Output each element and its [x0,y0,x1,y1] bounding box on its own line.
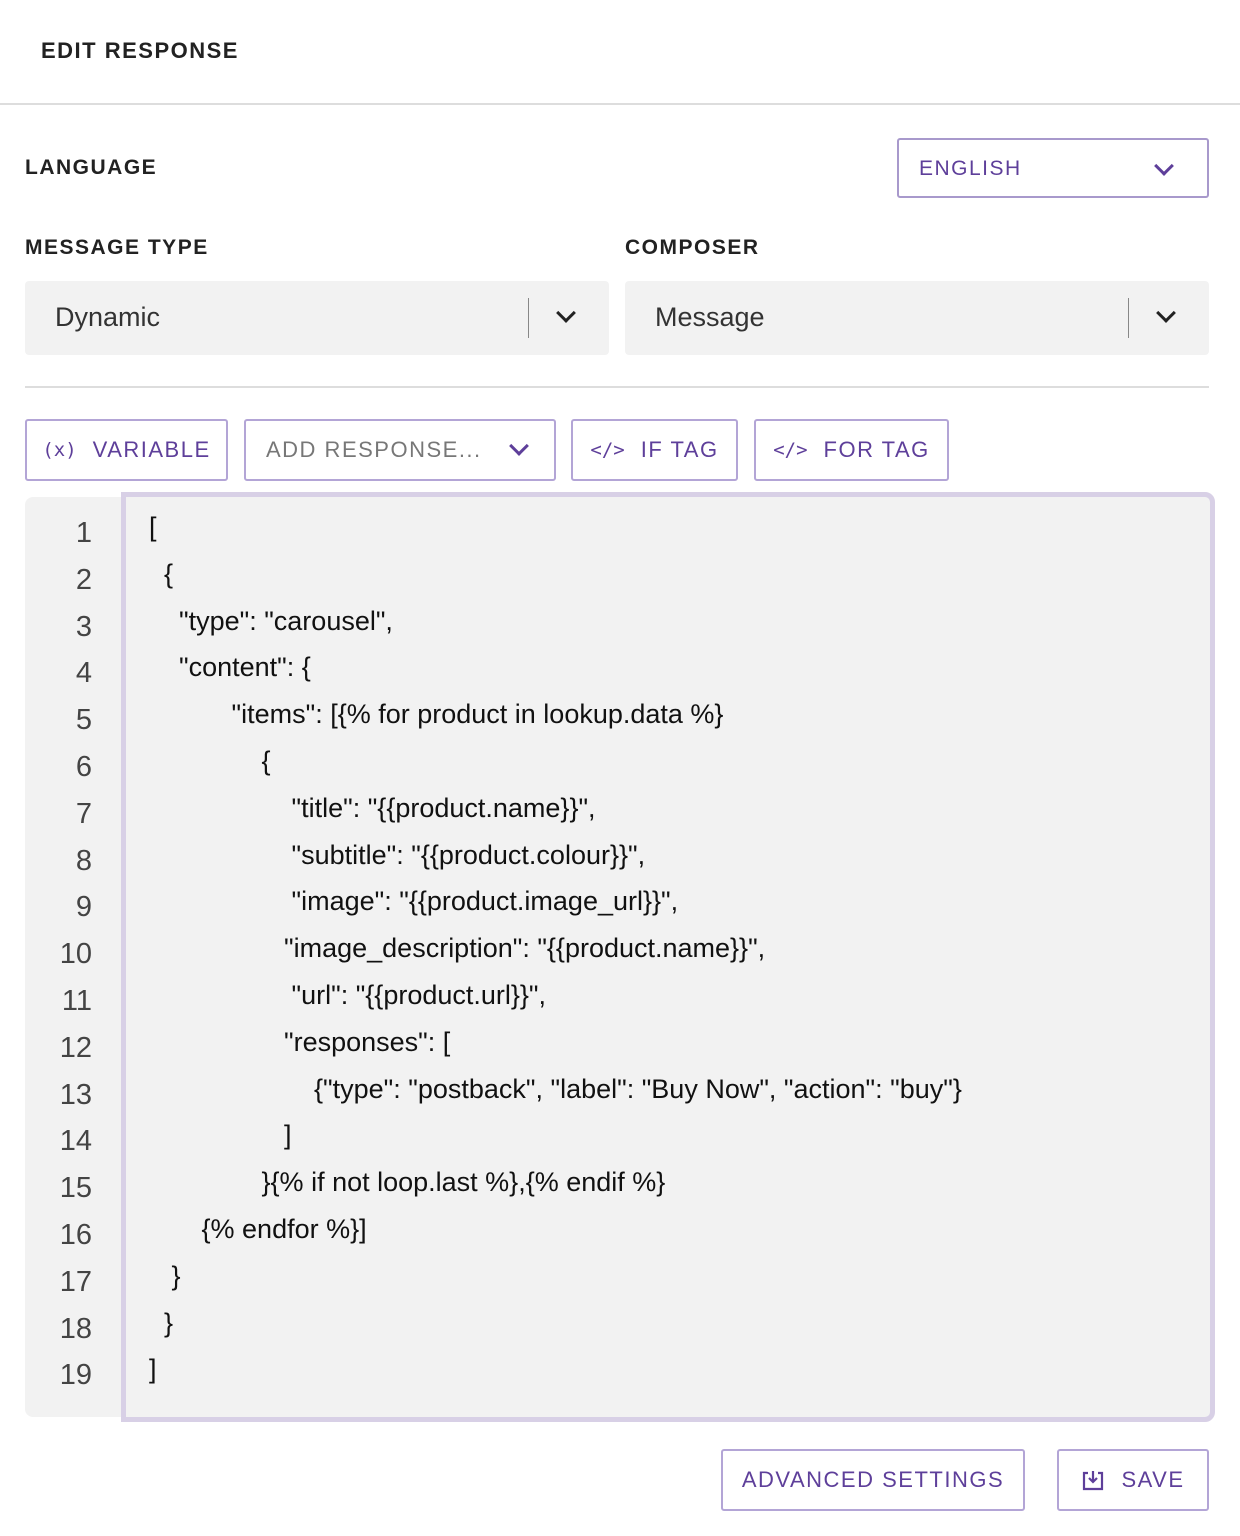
chevron-down-icon [509,436,529,456]
code-line: [ [149,512,157,542]
add-response-label: ADD RESPONSE... [266,437,482,462]
composer-label: COMPOSER [625,236,760,259]
code-line: "url": "{{product.url}}", [149,980,547,1010]
language-label: LANGUAGE [25,156,158,179]
separator [528,298,529,338]
message-type-label: MESSAGE TYPE [25,236,209,259]
chevron-down-icon [556,303,576,323]
for-tag-label: FOR TAG [823,437,930,462]
language-select[interactable] [897,138,1209,198]
line-number: 16 [59,1219,92,1251]
advanced-settings-button[interactable] [721,1449,1025,1511]
line-number: 17 [59,1265,92,1298]
save-icon [1081,1469,1105,1491]
code-line: ] [149,1354,157,1385]
chevron-down-icon [1154,156,1174,176]
line-number: 6 [75,751,92,783]
variable-label: VARIABLE [92,437,211,462]
line-number: 14 [59,1125,92,1158]
code-line: "subtitle": "{{product.colour}}", [149,839,646,870]
if-tag-label: IF TAG [640,437,719,462]
divider [25,386,1209,388]
code-line: "responses": [ [149,1026,451,1057]
code-line: }{% if not loop.last %},{% endif %} [149,1167,666,1198]
code-line: "image": "{{product.image_url}}", [149,886,679,917]
line-number: 4 [75,657,92,690]
line-number: 5 [75,704,92,737]
code-icon: </> [773,439,808,461]
line-number: 11 [61,985,92,1017]
line-number: 1 [75,517,92,549]
code-line: "image_description": "{{product.name}}", [149,933,766,964]
save-button[interactable] [1057,1449,1209,1511]
composer-value: Message [655,302,765,332]
code-icon: </> [590,439,625,461]
line-number: 13 [59,1078,92,1111]
language-value: ENGLISH [919,157,1022,180]
code-line: "type": "carousel", [149,605,393,636]
line-number: 19 [59,1359,92,1392]
line-number: 3 [75,610,92,643]
variable-button[interactable] [25,419,228,481]
line-number: 7 [75,797,92,830]
variable-icon: (x) [42,439,77,461]
code-editor[interactable] [25,492,1215,1422]
add-response-dropdown[interactable] [244,419,556,481]
separator [1128,298,1129,338]
header [0,0,1240,105]
code-line: { [149,746,271,776]
code-line: {% endfor %}] [149,1214,367,1244]
code-line: } [149,1260,181,1291]
line-number: 15 [59,1172,92,1205]
code-line: "items": [{% for product in lookup.data %} [149,699,724,730]
save-label: SAVE [1121,1467,1185,1492]
code-line: "content": { [149,652,311,683]
composer-select[interactable] [625,281,1209,355]
code-line: {"type": "postback", "label": "Buy Now", "action": "buy"} [149,1073,962,1104]
code-area[interactable] [121,492,1215,1422]
chevron-down-icon [1156,303,1176,323]
code-line: "title": "{{product.name}}", [149,792,596,823]
line-number: 18 [59,1312,92,1345]
advanced-settings-label: ADVANCED SETTINGS [741,1467,1005,1492]
line-number: 10 [59,938,92,971]
code-line: { [149,558,174,589]
message-type-select[interactable] [25,281,609,355]
line-number-gutter [25,497,125,1417]
code-line: } [149,1307,174,1338]
message-type-value: Dynamic [55,302,161,332]
line-number: 12 [59,1031,92,1064]
if-tag-button[interactable] [571,419,738,481]
for-tag-button[interactable] [754,419,949,481]
line-number: 9 [75,891,92,924]
code-line: ] [149,1120,292,1151]
line-number: 2 [75,563,92,596]
line-number: 8 [75,844,92,877]
page-title: EDIT RESPONSE [41,38,239,63]
